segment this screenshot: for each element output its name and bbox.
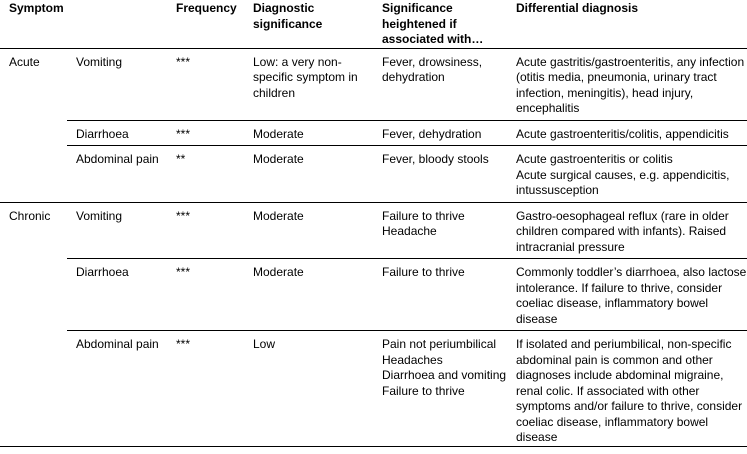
heightened-cell: Failure to thrive xyxy=(373,259,507,331)
differential-cell: Commonly toddler’s diarrhoea, also lactose intolerance. If failure to thrive, consider coeliac disease, inflammatory bowel disease xyxy=(507,259,747,331)
heightened-line: Failure to thrive xyxy=(382,208,465,223)
group-label-acute: Acute xyxy=(0,48,67,202)
heightened-cell: Fever, dehydration xyxy=(373,120,507,146)
frequency-cell: ** xyxy=(167,146,244,203)
diagnostic-cell: Moderate xyxy=(244,202,373,259)
header-diagnostic-significance: Diagnostic significance xyxy=(253,1,323,31)
table-row xyxy=(0,120,747,146)
heightened-line: Pain not periumbilical xyxy=(382,337,497,351)
frequency-cell: *** xyxy=(167,259,244,331)
header-heightened-significance: Significance heightened if associated with… xyxy=(382,1,484,46)
heightened-line: Headache xyxy=(382,224,437,238)
header-frequency: Frequency xyxy=(176,1,237,15)
table-row xyxy=(0,259,747,331)
symptom-cell: Vomiting xyxy=(67,202,167,259)
frequency-cell: *** xyxy=(167,48,244,120)
differential-cell: Gastro-oesophageal reflux (rare in older children compared with infants). Raised intracranial pressure xyxy=(507,202,747,259)
table-row xyxy=(0,331,747,454)
group-label-chronic: Chronic xyxy=(0,202,67,454)
diagnostic-cell: Low xyxy=(244,331,373,454)
symptom-cell: Abdominal pain xyxy=(67,331,167,454)
heightened-line: Diarrhoea and vomiting xyxy=(382,368,507,382)
heightened-cell xyxy=(373,331,507,454)
diagnostic-cell: Moderate xyxy=(244,146,373,203)
symptom-cell: Abdominal pain xyxy=(67,146,167,203)
diagnostic-cell: Moderate xyxy=(244,120,373,146)
header-symptom: Symptom xyxy=(9,1,64,15)
symptom-cell: Diarrhoea xyxy=(67,259,167,331)
symptom-cell: Diarrhoea xyxy=(67,120,167,146)
differential-line: Acute surgical causes, e.g. appendicitis, intussusception xyxy=(516,167,730,197)
header-row xyxy=(0,0,747,48)
heightened-line: Failure to thrive xyxy=(382,383,465,398)
symptom-cell: Vomiting xyxy=(67,48,167,120)
frequency-cell: *** xyxy=(167,331,244,454)
table-row xyxy=(0,202,747,259)
heightened-cell: Fever, drowsiness, dehydration xyxy=(373,48,507,120)
diagnostic-cell: Low: a very non-specific symptom in children xyxy=(244,48,373,120)
differential-cell xyxy=(507,146,747,203)
heightened-cell xyxy=(373,202,507,259)
table-row xyxy=(0,48,747,120)
heightened-line: Headaches xyxy=(382,352,443,367)
table-row xyxy=(0,146,747,203)
differential-cell: Acute gastroenteritis/colitis, appendicitis xyxy=(507,120,747,146)
frequency-cell: *** xyxy=(167,120,244,146)
header-differential-diagnosis: Differential diagnosis xyxy=(516,1,639,15)
frequency-cell: *** xyxy=(167,202,244,259)
table-bottom-rule xyxy=(0,446,747,447)
differential-cell: Acute gastritis/gastroenteritis, any infection (otitis media, pneumonia, urinary tract infection, meningitis), head injury, encephalitis xyxy=(507,48,747,120)
differential-line: Acute gastroenteritis or colitis xyxy=(516,152,673,166)
differential-cell: If isolated and periumbilical, non-specific abdominal pain is common and other diagnoses include abdominal migraine, renal colic. If associated with other symptoms and/or failure to thrive, consider coeliac disease, inflammatory bowel disease xyxy=(507,331,747,454)
diagnostic-cell: Moderate xyxy=(244,259,373,331)
heightened-cell: Fever, bloody stools xyxy=(373,146,507,203)
